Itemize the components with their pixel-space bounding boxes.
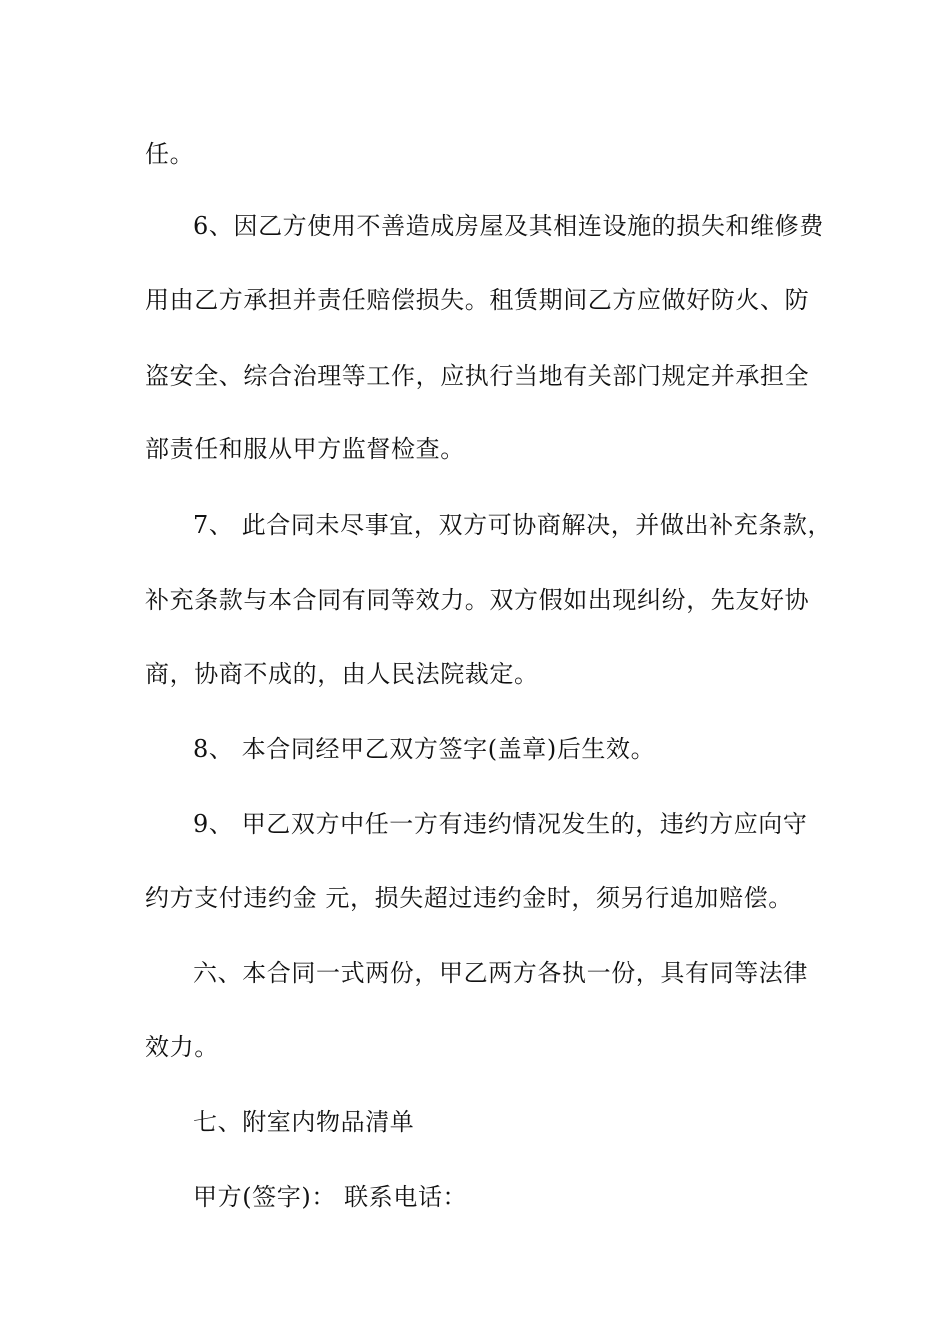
- text-line: 约方支付违约金 元，损失超过违约金时，须另行追加赔偿。: [145, 884, 793, 912]
- text-line: 六、本合同一式两份，甲乙两方各执一份，具有同等法律: [193, 959, 808, 987]
- text-line: 7、 此合同未尽事宜，双方可协商解决，并做出补充条款，: [193, 511, 833, 539]
- text-line: 补充条款与本合同有同等效力。双方假如出现纠纷，先友好协: [145, 586, 810, 614]
- text-line: 任。: [145, 140, 195, 168]
- text-line: 甲方(签字)： 联系电话：: [193, 1183, 468, 1211]
- text-line: 商，协商不成的，由人民法院裁定。: [145, 660, 539, 688]
- text-line: 8、 本合同经甲乙双方签字(盖章)后生效。: [193, 735, 656, 763]
- text-line: 部责任和服从甲方监督检查。: [145, 435, 465, 463]
- text-line: 七、附室内物品清单: [193, 1108, 415, 1136]
- text-line: 用由乙方承担并责任赔偿损失。租赁期间乙方应做好防火、防: [145, 286, 810, 314]
- text-line: 盗安全、综合治理等工作，应执行当地有关部门规定并承担全: [145, 362, 810, 390]
- text-line: 效力。: [145, 1033, 219, 1061]
- text-line: 9、 甲乙双方中任一方有违约情况发生的，违约方应向守: [193, 810, 808, 838]
- text-line: 6、因乙方使用不善造成房屋及其相连设施的损失和维修费: [193, 212, 824, 240]
